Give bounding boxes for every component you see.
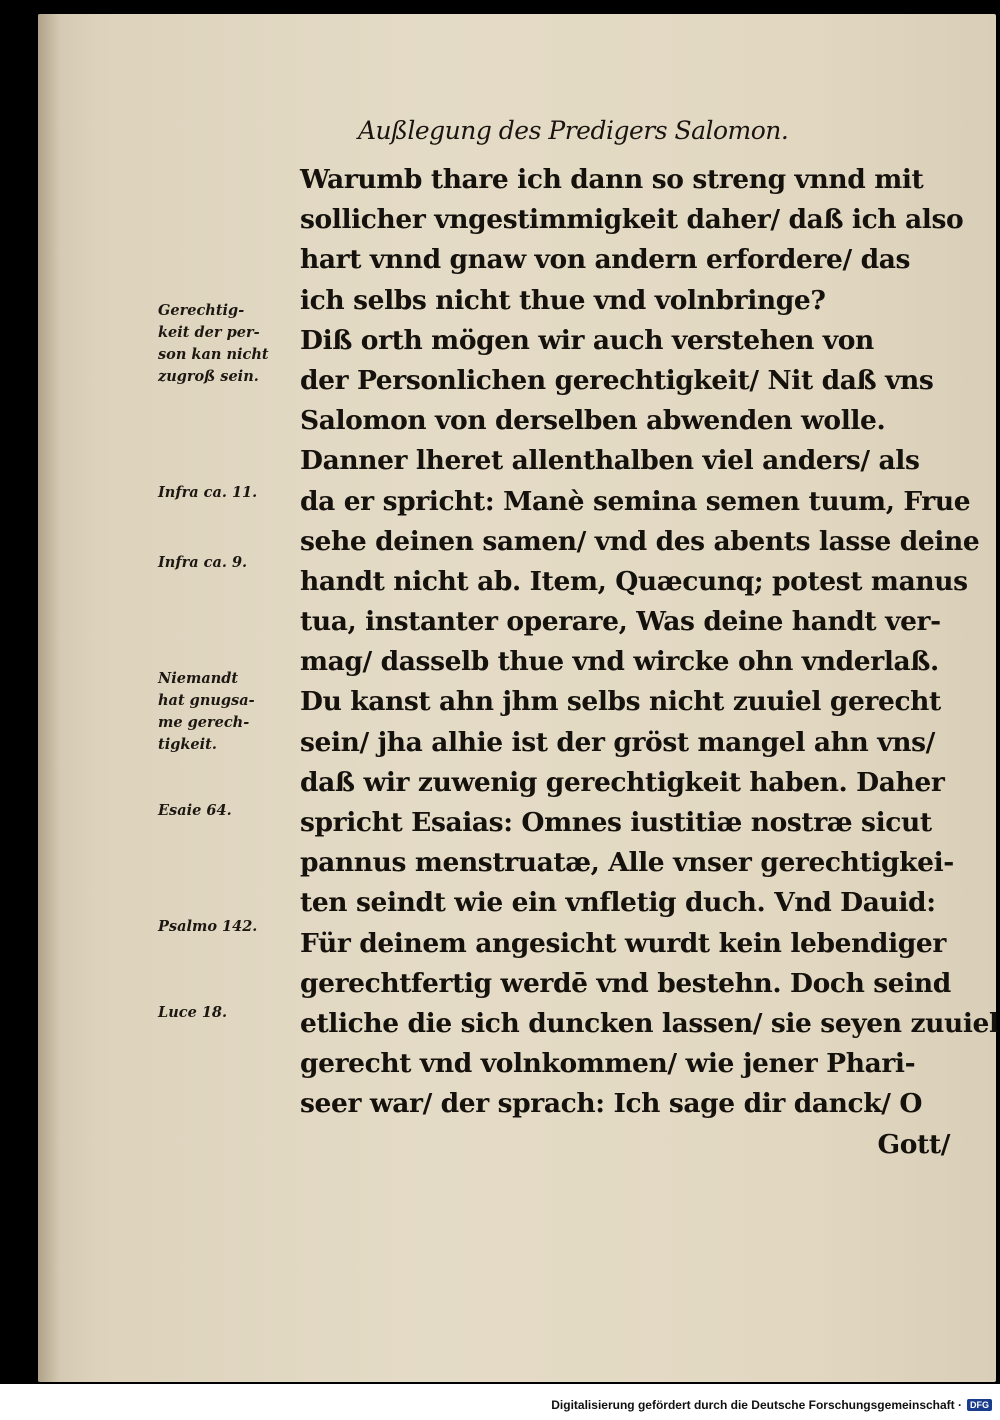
text-line: ich selbs nicht thue vnd volnbringe? [300, 284, 826, 316]
marginal-note-infra-11: Infra ca. 11. [158, 484, 258, 501]
marginal-note-esaie: Esaie 64. [158, 802, 232, 819]
text-line: Warumb thare ich dann so streng vnnd mit [300, 164, 924, 195]
footer-bar [0, 1384, 1000, 1420]
text-line: sollicher vngestimmigkeit daher/ daß ich also [300, 204, 964, 236]
text-line: Danner lheret allenthalben viel anders/ als [300, 445, 920, 477]
text-line: Du kanst ahn jhm selbs nicht zuuiel gerecht [300, 686, 941, 718]
text-line: hart vnnd gnaw von andern erfordere/ das [300, 244, 910, 276]
text-line: mag/ dasselb thue vnd wircke ohn vnderlaß. [300, 646, 939, 678]
catchword-line: Gott/ [877, 1128, 950, 1160]
body-text [300, 160, 999, 1165]
text-line: gerechtfertig werdē vnd bestehn. Doch seind [300, 967, 951, 999]
text-line: tua, instanter operare, Was deine handt ver- [300, 606, 941, 638]
dfg-logo: DFG [967, 1399, 992, 1411]
marginal-note-niemandt: Niemandt hat gnugsa- me gerech- tigkeit. [158, 670, 255, 753]
text-line: ten seindt wie ein vnfletig duch. Vnd Dauid: [300, 887, 936, 919]
text-line: etliche die sich duncken lassen/ sie seyen zuuiel [300, 1007, 999, 1039]
running-title: Außlegung des Predigers Salomon. [358, 116, 789, 145]
text-line: handt nicht ab. Item, Quæcunq; potest manus [300, 565, 968, 597]
text-line: Für deinem angesicht wurdt kein lebendiger [300, 927, 946, 959]
text-line: gerecht vnd volnkommen/ wie jener Phari- [300, 1048, 916, 1080]
text-line: Diß orth mögen wir auch verstehen von [300, 324, 874, 356]
text-line: spricht Esaias: Omnes iustitiæ nostræ sicut [300, 807, 932, 838]
text-line: daß wir zuwenig gerechtigkeit haben. Daher [300, 766, 945, 798]
text-line: Salomon von derselben abwenden wolle. [300, 405, 886, 437]
text-line: der Personlichen gerechtigkeit/ Nit daß vns [300, 364, 934, 396]
text-line: seer war/ der sprach: Ich sage dir danck/ O [300, 1088, 923, 1120]
text-line: da er spricht: Manè semina semen tuum, Frue [300, 485, 971, 517]
marginal-note-psalmo: Psalmo 142. [158, 918, 258, 935]
footer-credit: Digitalisierung gefördert durch die Deutsche Forschungsgemeinschaft · [551, 1398, 962, 1412]
text-line: pannus menstruatæ, Alle vnser gerechtigkei- [300, 847, 954, 879]
marginal-note-luce: Luce 18. [158, 1004, 228, 1021]
marginal-note-infra-9: Infra ca. 9. [158, 554, 248, 571]
marginal-note-gerechtigkeit: Gerechtig- keit der per- son kan nicht zugroß sein. [158, 302, 269, 385]
text-line: sehe deinen samen/ vnd des abents lasse deine [300, 525, 980, 557]
text-line: sein/ jha alhie ist der gröst mangel ahn vns/ [300, 726, 935, 758]
